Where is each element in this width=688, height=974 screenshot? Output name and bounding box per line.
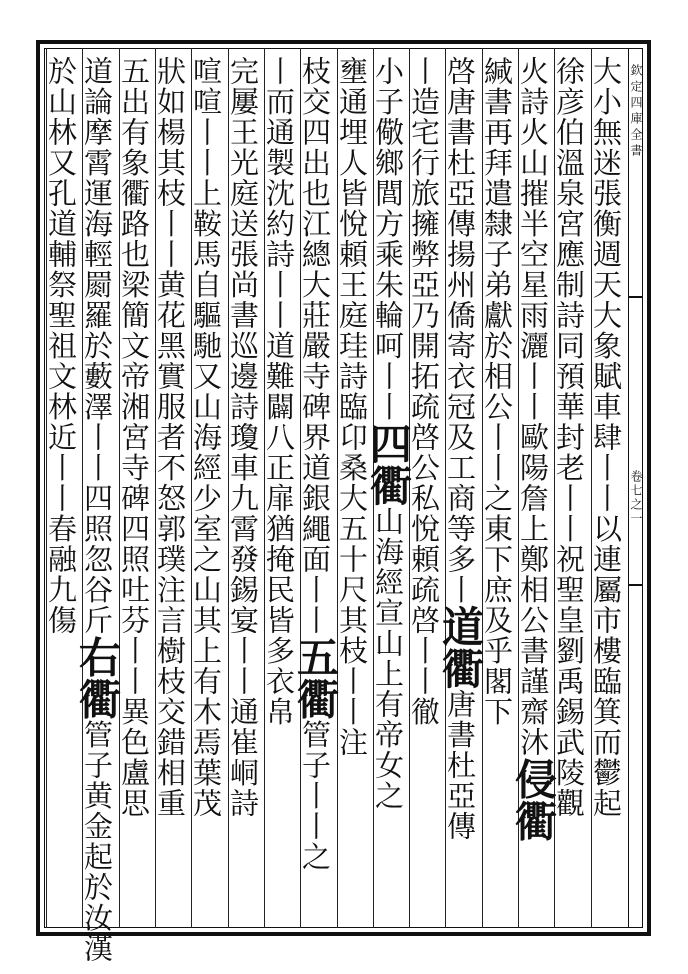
text-column <box>552 56 589 922</box>
headword: 道衢 <box>436 605 485 689</box>
column-text-continued: 管子黄金起於汝漢 <box>80 719 114 964</box>
column-text-continued: 桑大五十尺其枝丨丨注 <box>335 452 369 758</box>
text-column <box>153 56 190 922</box>
text-column <box>226 56 263 922</box>
column-text-continued: 山海經宣山上有帝女之 <box>371 506 405 811</box>
margin-title: 欽定四庫全書 <box>629 64 643 160</box>
column-text: 五出有象衢路也梁簡文帝湘宮寺碑四照吐芬丨丨異色盧思 <box>117 56 151 819</box>
text-column <box>262 56 299 922</box>
headword: 五衢 <box>291 635 340 720</box>
column-text: 丨而通製沈約詩丨丨道難闢八正扉猶掩 <box>262 56 296 575</box>
text-column <box>407 56 444 922</box>
column-text-continued: 管子丨丨之 <box>298 719 332 872</box>
column-text: 大小無迷張衡週天大象賦車肆丨丨以連屬市樓臨箕而鬱起 <box>589 56 623 819</box>
text-column <box>436 56 485 922</box>
column-text: 徐彦伯溫泉宮應制詩同預華封老丨丨祝聖皇劉禹錫武陵觀 <box>552 56 586 819</box>
column-text: 完屢王光庭送張尚書巡邊詩瓊車九霄發錫宴丨丨通崔峒詩 <box>226 56 260 819</box>
column-text-continued: 民皆多衣帛 <box>262 574 296 727</box>
text-column <box>364 56 413 922</box>
margin-band-divider <box>628 296 643 298</box>
column-text: 啓唐書杜亞傳揚州僑寄衣冠及工商等多丨 <box>443 56 477 605</box>
column-text: 枝交四出也江總大莊嚴寺碑界道銀繩面丨丨 <box>298 56 332 636</box>
headword: 四衢 <box>364 422 413 506</box>
column-text: 道論摩霄運海輕罽羅於藪澤丨丨四照忽谷斤 <box>80 56 114 636</box>
column-text: 火詩火山摧半空星雨灑丨丨歐陽詹上鄭相公書謹齋沐 <box>516 56 550 758</box>
text-column <box>480 56 517 922</box>
column-text-continued: 唐書杜亞傳 <box>443 689 477 842</box>
text-column <box>189 56 226 922</box>
column-text: 小子儆鄉閭方乘朱輪呵丨丨 <box>371 56 405 422</box>
margin-band-divider <box>628 584 643 586</box>
headword: 侵衢 <box>509 757 558 842</box>
column-text: 緘書再拜遣隸子弟獻於相公丨丨之東下庶及乎閣下 <box>480 56 514 727</box>
text-column <box>291 56 340 922</box>
text-column <box>589 56 626 922</box>
column-text: 丨造宅行旅擁弊亞乃開拓疏啓公私悅頼 <box>407 56 441 575</box>
text-column <box>509 56 558 922</box>
text-column <box>117 56 154 922</box>
column-text: 狀如楊其枝丨丨黄花黑實服者不怒郭璞注言樹枝交錯相重 <box>153 56 187 819</box>
margin-volume-label: 卷七之一 <box>629 470 643 526</box>
text-column <box>73 56 122 964</box>
column-text: 壅通埋人皆悅頼王庭珪詩臨卬 <box>335 56 369 453</box>
column-text: 喧喧丨丨上鞍馬自驅馳又山海經少室之山其上有木焉葉茂 <box>189 56 223 819</box>
text-column <box>335 56 372 922</box>
column-text-continued: 疏啓丨丨徹 <box>407 574 441 727</box>
text-column <box>44 56 81 922</box>
headword: 右衢 <box>73 635 122 720</box>
column-text: 於山林又孔道輔祭聖祖文林近丨丨春融九傷 <box>44 56 78 636</box>
